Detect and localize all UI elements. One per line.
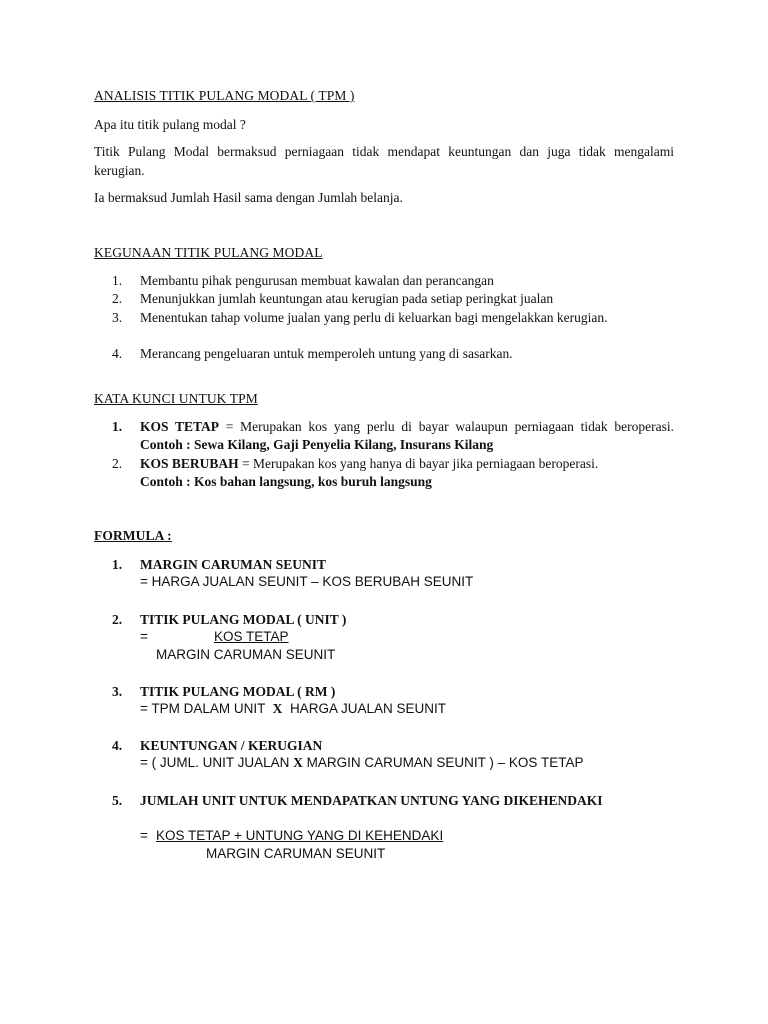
formula-3-equation [140,701,446,717]
list-text: Menunjukkan jumlah keuntungan atau kerugian pada setiap peringkat jualan [140,291,554,306]
question-text: Apa itu titik pulang modal ? [94,117,246,132]
term-example: Contoh : Sewa Kilang, Gaji Penyelia Kilang, Insurans Kilang [140,437,494,452]
formula-title: TITIK PULANG MODAL ( UNIT ) [140,612,347,627]
formula-2 [112,611,674,629]
formula-number: 4. [112,738,123,753]
document-title: ANALISIS TITIK PULANG MODAL ( TPM ) [94,88,355,103]
formula-number: 1. [112,557,123,572]
formula-title: TITIK PULANG MODAL ( RM ) [140,684,336,699]
list-text [140,455,674,491]
list-number: 4. [112,346,123,361]
list-number: 2. [112,456,123,471]
formula-5 [112,792,712,810]
formula-text: HARGA JUALAN SEUNIT [289,701,446,716]
list-text: Membantu pihak pengurusan membuat kawalan dan perancangan [140,273,494,288]
list-item [112,309,674,327]
formula-title: MARGIN CARUMAN SEUNIT [140,557,327,572]
formula-title: KEUNTUNGAN / KERUGIAN [140,738,323,753]
formula-1-equation: = HARGA JUALAN SEUNIT – KOS BERUBAH SEUNIT [140,574,474,589]
formula-number: 3. [112,684,123,699]
formula-2-numerator: KOS TETAP [214,629,289,644]
list-item [112,272,674,290]
list-text [140,418,674,454]
kata-kunci-heading: KATA KUNCI UNTUK TPM [94,391,258,406]
formula-title: JUMLAH UNIT UNTUK MENDAPATKAN UNTUNG YANG DIKEHENDAKI [140,793,603,808]
list-text: Menentukan tahap volume jualan yang perlu di keluarkan bagi mengelakkan kerugian. [140,310,608,325]
list-number: 1. [112,419,123,434]
list-number: 2. [112,291,123,306]
formula-5-denominator: MARGIN CARUMAN SEUNIT [206,846,386,861]
list-item [112,345,674,363]
list-item [112,418,674,454]
formula-text: = ( JUML. UNIT JUALAN [140,755,294,770]
formula-3 [112,683,674,701]
formula-heading: FORMULA : [94,528,172,543]
list-number: 3. [112,310,123,325]
equals-sign: = [140,629,148,644]
multiply-sign: X [293,755,303,770]
multiply-sign: X [272,701,283,716]
formula-text: MARGIN CARUMAN SEUNIT ) – KOS TETAP [302,755,584,770]
kegunaan-heading: KEGUNAAN TITIK PULANG MODAL [94,245,323,260]
term-kos-berubah: KOS BERUBAH [140,456,239,471]
term-description: = Merupakan kos yang perlu di bayar walaupun perniagaan tidak beroperasi. [219,419,675,434]
list-text: Merancang pengeluaran untuk memperoleh untung yang di sasarkan. [140,346,513,361]
equals-sign: = [140,828,148,843]
term-description: = Merupakan kos yang hanya di bayar jika perniagaan beroperasi. [238,456,599,471]
formula-number: 2. [112,612,123,627]
term-example: Contoh : Kos bahan langsung, kos buruh langsung [140,474,432,489]
formula-5-numerator: KOS TETAP + UNTUNG YANG DI KEHENDAKI [156,828,444,843]
formula-2-denominator: MARGIN CARUMAN SEUNIT [156,647,336,662]
formula-text: = TPM DALAM UNIT [140,701,266,716]
list-item [112,455,674,491]
formula-number: 5. [112,793,123,808]
formula-1 [112,556,674,574]
list-item [112,290,674,308]
list-number: 1. [112,273,123,288]
definition-paragraph-2: Ia bermaksud Jumlah Hasil sama dengan Jumlah belanja. [94,190,403,205]
formula-4-equation [140,755,583,771]
definition-paragraph: Titik Pulang Modal bermaksud perniagaan tidak mendapat keuntungan dan juga tidak mengalami kerugian. [94,144,674,178]
formula-4 [112,737,674,755]
term-kos-tetap: KOS TETAP [140,419,220,434]
